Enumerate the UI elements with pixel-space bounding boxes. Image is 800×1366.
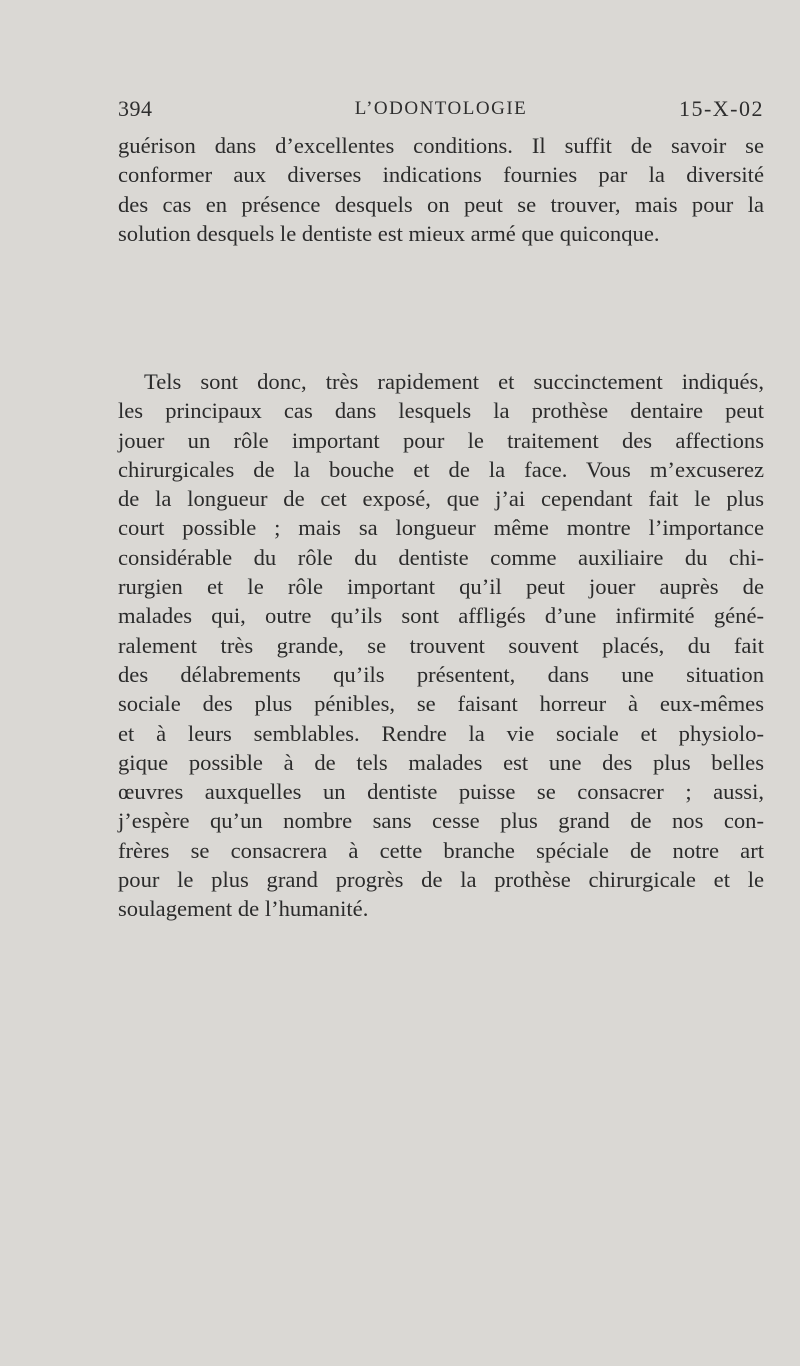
text-line: rurgien et le rôle important qu’il peut jouer auprès de [118, 574, 764, 600]
paragraph-2 [118, 367, 764, 924]
text-line: guérison dans d’excellentes conditions. Il suffit de savoir se [118, 133, 764, 158]
paragraph-1 [118, 131, 764, 248]
text-line: de la longueur de cet exposé, que j’ai cependant fait le plus [118, 486, 764, 512]
page-header [118, 96, 764, 126]
issue-date: 15-X-02 [678, 96, 764, 121]
text-line: gique possible à de tels malades est une des plus belles [118, 749, 764, 775]
running-title: L’ODONTOLOGIE [354, 98, 528, 119]
text-line: les principaux cas dans lesquels la prothèse dentaire peut [118, 398, 764, 424]
text-line: pour le plus grand progrès de la prothèse chirurgicale et le [118, 867, 764, 893]
text-line: Tels sont donc, très rapidement et succinctement indiqués, [144, 369, 764, 394]
text-line: malades qui, outre qu’ils sont affligés d’une infirmité géné- [118, 603, 764, 629]
text-line: solution desquels le dentiste est mieux armé que quiconque. [118, 220, 660, 246]
text-line: des délabrements qu’ils présentent, dans une situation [118, 661, 764, 687]
text-line: frères se consacrera à cette branche spéciale de notre art [118, 837, 764, 863]
text-line: chirurgicales de la bouche et de la face. Vous m’excuserez [118, 456, 764, 482]
text-line: et à leurs semblables. Rendre la vie sociale et physiolo- [118, 720, 764, 746]
text-line: jouer un rôle important pour le traitement des affections [118, 427, 764, 453]
text-line: œuvres auxquelles un dentiste puisse se consacrer ; aussi, [118, 779, 764, 805]
text-line: soulagement de l’humanité. [118, 896, 369, 922]
text-line: considérable du rôle du dentiste comme auxiliaire du chi- [118, 544, 764, 570]
text-line: j’espère qu’un nombre sans cesse plus grand de nos con- [118, 808, 764, 834]
text-line: ralement très grande, se trouvent souvent placés, du fait [118, 632, 764, 658]
page-number: 394 [118, 96, 153, 121]
text-line: conformer aux diverses indications fournies par la diversité [118, 162, 764, 188]
text-line: des cas en présence desquels on peut se trouver, mais pour la [118, 191, 764, 217]
text-line: court possible ; mais sa longueur même montre l’importance [118, 515, 764, 541]
text-line: sociale des plus pénibles, se faisant horreur à eux-mêmes [118, 691, 764, 717]
